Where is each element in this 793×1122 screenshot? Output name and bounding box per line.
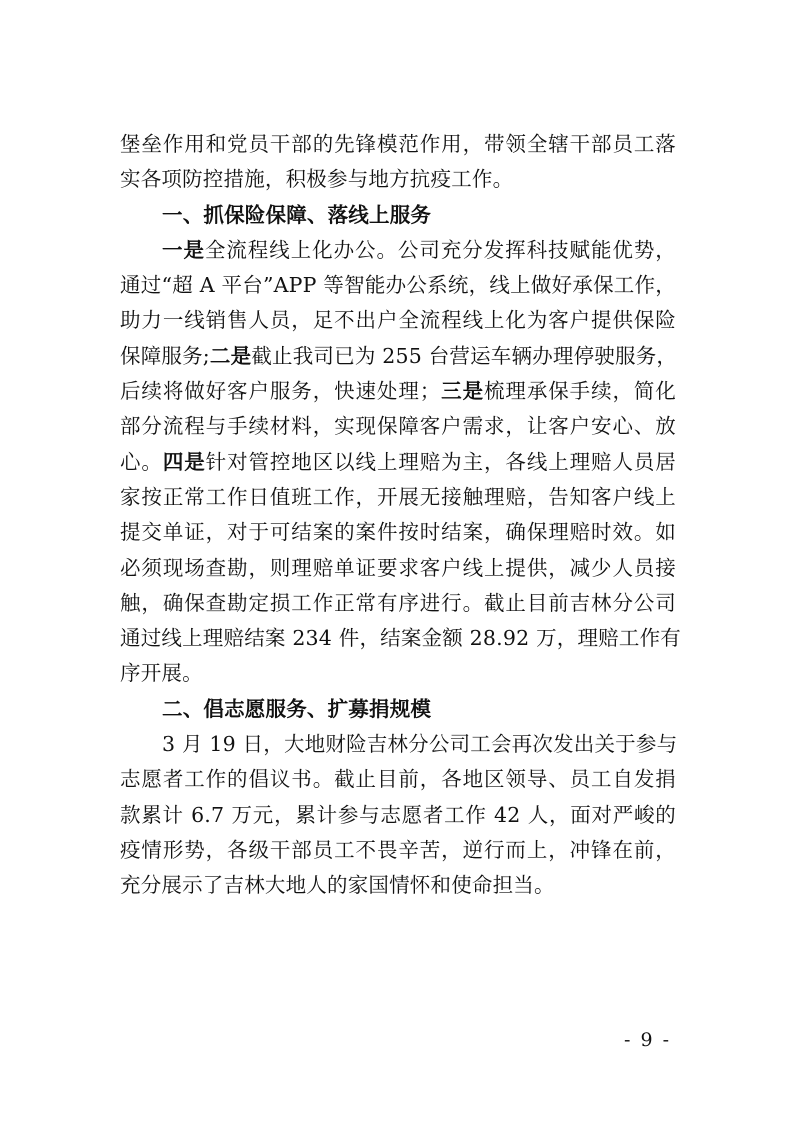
text-span: 梳理承保手续，简化: [484, 379, 677, 404]
text-line: [120, 233, 676, 268]
text-line: [120, 445, 676, 480]
lead-label: 三是: [440, 379, 485, 404]
text-line: 3 月 19 日，大地财险吉林分公司工会再次发出关于参与: [162, 732, 678, 757]
text-line: 部分流程与手续材料，实现保障客户需求，让客户安心、放: [120, 414, 676, 439]
text-line: 触，确保查勘定损工作正常有序进行。截止目前吉林分公司: [120, 590, 676, 615]
text-line: 助力一线销售人员，足不出户全流程线上化为客户提供保险: [120, 308, 676, 333]
text-line: 充分展示了吉林大地人的家国情怀和使命担当。: [120, 873, 555, 898]
text-span: 后续将做好客户服务，快速处理；: [120, 379, 441, 404]
page-number: - 9 -: [624, 1029, 672, 1051]
text-line: 通过线上理赔结案 234 件，结案金额 28.92 万，理赔工作有: [120, 626, 681, 651]
text-span: 针对管控地区以线上理赔为主，各线上理赔人员居: [205, 449, 676, 474]
text-line: [120, 374, 676, 409]
lead-label: 二是: [209, 343, 252, 368]
text-line: 疫情形势，各级干部员工不畏辛苦，逆行而上，冲锋在前，: [120, 837, 676, 862]
text-span: 保障服务;: [120, 343, 210, 368]
text-line: [120, 339, 676, 374]
text-line: 志愿者工作的倡议书。截止目前，各地区领导、员工自发捐: [120, 767, 676, 792]
text-line: 堡垒作用和党员干部的先锋模范作用，带领全辖干部员工落: [120, 132, 676, 156]
text-line: 序开展。: [120, 661, 203, 686]
lead-label: 一是: [162, 237, 205, 262]
document-body: [120, 127, 681, 904]
section-heading-1: 一、抓保险保障、落线上服务: [162, 202, 432, 227]
text-line: 提交单证，对于可结案的案件按时结案，确保理赔时效。如: [120, 520, 676, 545]
text-span: 截止我司已为 255 台营运车辆办理停驶服务，: [251, 343, 678, 368]
section-heading-2: 二、倡志愿服务、扩募捐规模: [162, 696, 432, 721]
text-line: 通过“超 A 平台”APP 等智能办公系统，线上做好承保工作，: [120, 273, 676, 298]
text-line: 家按正常工作日值班工作，开展无接触理赔，告知客户线上: [120, 484, 676, 509]
text-line: 必须现场查勘，则理赔单证要求客户线上提供，减少人员接: [120, 555, 676, 580]
text-span: 心。: [120, 449, 163, 474]
text-line: 实各项防控措施，积极参与地方抗疫工作。: [120, 167, 514, 192]
text-line: 款累计 6.7 万元，累计参与志愿者工作 42 人，面对严峻的: [120, 802, 676, 827]
lead-label: 四是: [162, 449, 206, 474]
text-span: 全流程线上化办公。公司充分发挥科技赋能优势，: [204, 237, 676, 262]
